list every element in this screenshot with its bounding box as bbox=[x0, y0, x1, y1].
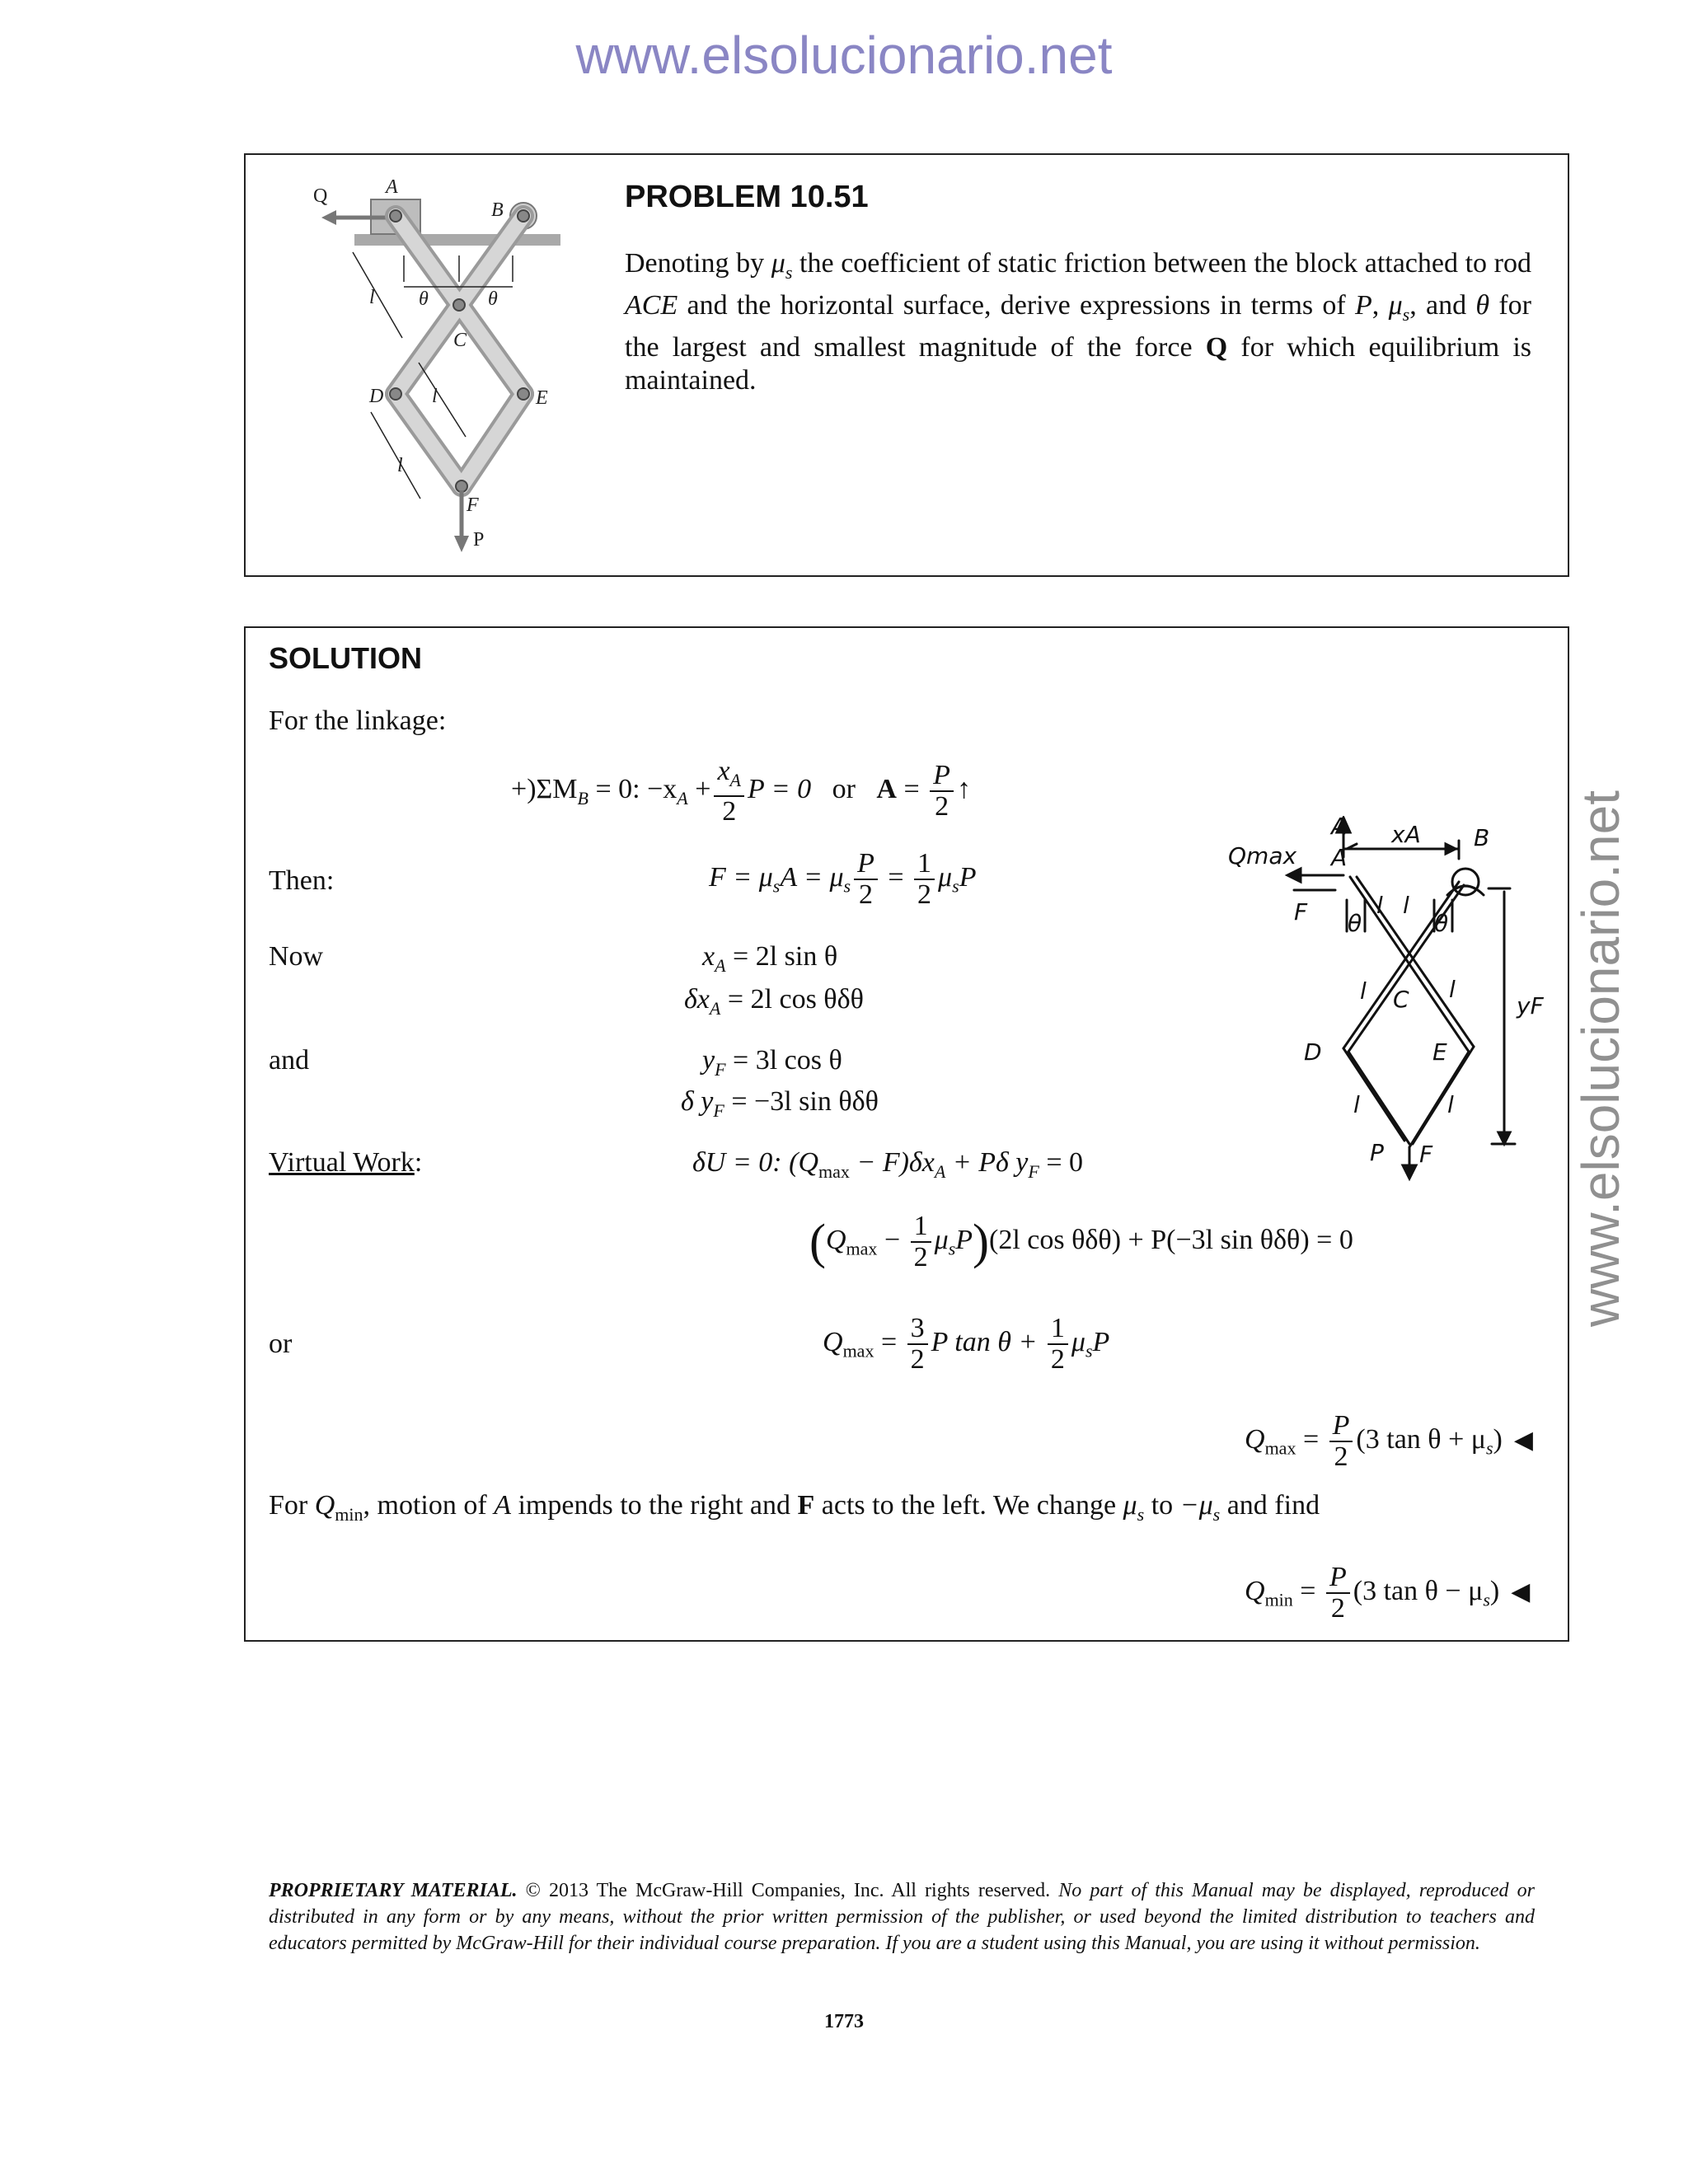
now-label: Now bbox=[269, 941, 324, 972]
svg-text:C: C bbox=[1393, 986, 1409, 1013]
svg-text:P: P bbox=[473, 529, 485, 551]
svg-text:D: D bbox=[369, 386, 384, 407]
svg-text:l: l bbox=[397, 455, 403, 476]
svg-text:θ: θ bbox=[1348, 910, 1362, 937]
yf-equation: $y_F = 3l$ cos θ bbox=[702, 1045, 842, 1080]
dyf-equation: δ $y_F = -3l$ sin θδθ bbox=[681, 1086, 879, 1121]
friction-equation: $F = \mu_sA = \mu_s$ $\frac{P}{2}$ = $\frac{1}{2}$ $\mu_sP$ bbox=[709, 848, 977, 910]
svg-text:l: l bbox=[1353, 1091, 1360, 1118]
virtual-work-equation: δU = 0: $(Q_{max} - F)\delta x_A + P\delta$ $y_F = 0$ bbox=[692, 1147, 1084, 1182]
virtual-work-expanded: ($Q_{max}$ − $\frac{1}{2}$ $\mu_sP)(2l$ cos θδθ) + P(−3l sin θδθ) = 0 bbox=[809, 1211, 1353, 1272]
intro-text: For the linkage: bbox=[269, 705, 447, 736]
qmin-statement: For $Q_{min}$, motion of A impends to the right and F acts to the left. We change $\mu_s$ to $-\mu_s$ and find bbox=[269, 1490, 1320, 1525]
svg-text:C: C bbox=[453, 330, 467, 351]
svg-text:l: l bbox=[369, 287, 375, 308]
watermark-top: www.elsolucionario.net bbox=[575, 26, 1113, 85]
svg-text:D: D bbox=[1304, 1038, 1322, 1066]
qmin-result: $Q_{min}$ = $\frac{P}{2}$ (3 $\tan \theta - \mu_s$) ◀ bbox=[1245, 1562, 1531, 1624]
svg-text:θ: θ bbox=[488, 288, 498, 310]
then-label: Then: bbox=[269, 865, 335, 896]
dxa-equation: $\delta x_A = 2l$ cos θδθ bbox=[684, 984, 864, 1019]
xa-equation: $x_A = 2l$ sin θ bbox=[702, 941, 838, 976]
problem-title: PROBLEM 10.51 bbox=[625, 180, 869, 214]
problem-figure bbox=[297, 173, 593, 560]
svg-text:θ: θ bbox=[419, 288, 429, 310]
svg-text:E: E bbox=[536, 387, 548, 409]
svg-text:l: l bbox=[1449, 976, 1456, 1003]
svg-text:A: A bbox=[1331, 844, 1348, 871]
page-number: 1773 bbox=[824, 2011, 864, 2032]
svg-text:B: B bbox=[491, 199, 504, 221]
virtual-work-label: Virtual Work: bbox=[269, 1147, 423, 1178]
copyright-footer: PROPRIETARY MATERIAL. © 2013 The McGraw-Hill Companies, Inc. All rights reserved. No part of this Manual may be displayed, reproduced or distributed in any form or by any means, without the prior written permission of the publisher, or used beyond the limited distribution to teachers and educators permitted by McGraw-Hill for their individual course preparation. If you are a student using this Manual, you are using it without permission. bbox=[269, 1880, 1535, 1954]
svg-text:l: l bbox=[1447, 1091, 1454, 1118]
svg-text:F: F bbox=[467, 494, 479, 516]
svg-text:F: F bbox=[1419, 1141, 1433, 1168]
qmax-result: $Q_{max}$ = $\frac{P}{2}$ (3 $\tan \theta + \mu_s$) ◀ bbox=[1245, 1410, 1533, 1472]
and-label: and bbox=[269, 1045, 310, 1076]
solution-sketch bbox=[1212, 816, 1558, 1203]
svg-text:A: A bbox=[1331, 816, 1348, 840]
qmax-equation: $Q_{max}$ = $\frac{3}{2}$ P tan θ + $\frac{1}{2}$ $\mu_sP$ bbox=[823, 1313, 1110, 1375]
svg-text:l: l bbox=[1376, 892, 1383, 919]
ground-surface bbox=[354, 234, 560, 246]
or-label: or bbox=[269, 1329, 293, 1359]
svg-text:B: B bbox=[1474, 824, 1490, 851]
svg-text:θ: θ bbox=[1434, 910, 1449, 937]
moment-equation: $+)\Sigma M_B = 0$: $-x_A$ + $\frac{x_A}{2}$ P = 0 or A = $\frac{P}{2}$ ↑ bbox=[511, 756, 971, 827]
svg-text:F: F bbox=[1294, 898, 1308, 926]
svg-text:xA: xA bbox=[1391, 821, 1421, 848]
solution-title: SOLUTION bbox=[269, 641, 422, 675]
svg-text:l: l bbox=[1403, 892, 1409, 919]
svg-text:Qmax: Qmax bbox=[1228, 842, 1297, 869]
svg-text:yF: yF bbox=[1517, 992, 1544, 1019]
watermark-side: www.elsolucionario.net bbox=[1571, 790, 1630, 1327]
svg-text:l: l bbox=[1360, 977, 1367, 1005]
fig-label-q: Q bbox=[313, 185, 328, 207]
svg-text:A: A bbox=[386, 176, 398, 198]
svg-text:E: E bbox=[1432, 1038, 1447, 1066]
svg-text:P: P bbox=[1370, 1139, 1384, 1166]
problem-statement: Denoting by $\mu_s$ the coefficient of static friction between the block attached to rod ACE and the horizontal surface, derive expressions in terms of P, $\mu_s$, and θ for the largest and smallest magnitude of the force Q for which equilibrium is maintained. bbox=[625, 248, 1531, 396]
svg-text:l: l bbox=[432, 386, 438, 407]
